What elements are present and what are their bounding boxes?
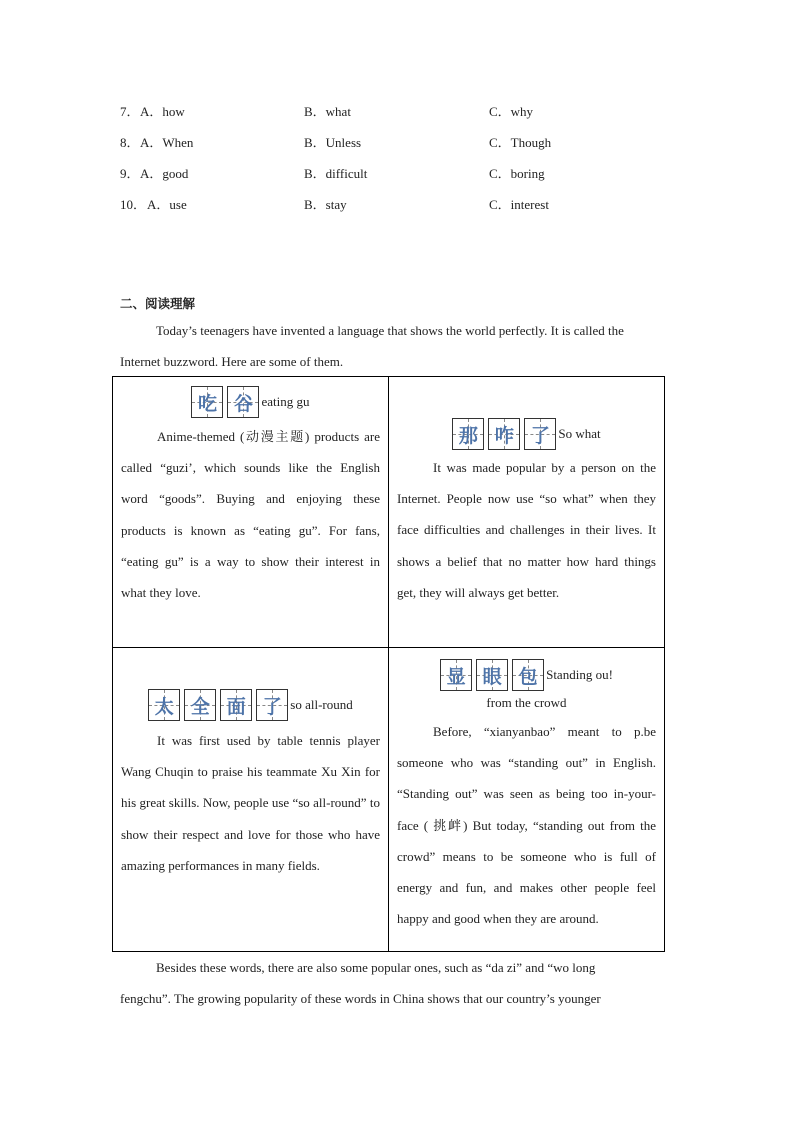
option-b: B．stay bbox=[304, 197, 347, 212]
cell-eating-gu bbox=[113, 377, 389, 648]
cell-so-what bbox=[389, 377, 665, 648]
word-heading bbox=[397, 419, 656, 449]
intro-line-2: Internet buzzword. Here are some of them. bbox=[120, 354, 344, 369]
option-a: A．use bbox=[147, 197, 187, 212]
question-number: 7． bbox=[120, 104, 140, 119]
cell-text: Before, “xianyanbao” meant to p.be someone who was “standing out” in English. “Standing out” was seen as being too in-your-face ( 挑衅) But today, “standing out from the crowd” means to be someone who is full of energy and fun, and makes other people feel happy and good when they are around. bbox=[397, 724, 656, 927]
outro-line-1: Besides these words, there are also some popular ones, such as “da zi” and “wo long bbox=[156, 960, 596, 975]
cell-standing-out bbox=[389, 648, 665, 952]
word-label: Standing ou! bbox=[546, 667, 613, 682]
cell-so-all-round bbox=[113, 648, 389, 952]
option-c: C．interest bbox=[489, 197, 549, 212]
option-b: B．Unless bbox=[304, 135, 362, 150]
section-title: 二、阅读理解 bbox=[120, 296, 196, 311]
outro-line-2: fengchu”. The growing popularity of these words in China shows that our country’s younger bbox=[120, 991, 601, 1006]
character-tiles bbox=[452, 418, 560, 450]
option-row-8 bbox=[120, 133, 680, 153]
option-b: B．what bbox=[304, 104, 351, 119]
option-row-7 bbox=[120, 102, 680, 122]
character-tile: 那 bbox=[452, 418, 484, 450]
word-heading bbox=[397, 660, 656, 690]
character-tiles bbox=[191, 386, 263, 418]
character-tile: 全 bbox=[184, 689, 216, 721]
character-tile: 了 bbox=[524, 418, 556, 450]
word-heading bbox=[121, 387, 380, 417]
cell-text: It was first used by table tennis player Wang Chuqin to praise his teammate Xu Xin for his great skills. Now, people use “so all-round” to show their respect and love for those who have amazing performances in many fields. bbox=[121, 733, 380, 873]
cell-text: It was made popular by a person on the Internet. People now use “so what” when they face difficulties and challenges in their lives. It shows a belief that no matter how hard things get, they will always get better. bbox=[397, 460, 656, 600]
character-tile: 谷 bbox=[227, 386, 259, 418]
question-number: 9． bbox=[120, 166, 140, 181]
character-tile: 面 bbox=[220, 689, 252, 721]
question-number: 10． bbox=[120, 197, 147, 212]
character-tile: 了 bbox=[256, 689, 288, 721]
option-a: A．When bbox=[140, 135, 194, 150]
buzzword-table bbox=[112, 376, 665, 952]
character-tile: 显 bbox=[440, 659, 472, 691]
option-a: A．how bbox=[140, 104, 185, 119]
character-tile: 包 bbox=[512, 659, 544, 691]
option-c: C．Though bbox=[489, 135, 552, 150]
word-sublabel: from the crowd bbox=[486, 695, 567, 710]
character-tile: 太 bbox=[148, 689, 180, 721]
option-a: A．good bbox=[140, 166, 189, 181]
option-row-10 bbox=[120, 195, 680, 215]
character-tile: 咋 bbox=[488, 418, 520, 450]
cell-text: Anime-themed (动漫主题) products are called “guzi’, which sounds like the English word “goods”. Buying and enjoying these products is known as “eating gu”. For fans, “eating gu” is a way to show their interest in what they love. bbox=[121, 429, 380, 601]
word-heading bbox=[121, 690, 380, 720]
option-c: C．boring bbox=[489, 166, 545, 181]
option-c: C．why bbox=[489, 104, 534, 119]
word-label: So what bbox=[558, 426, 601, 441]
option-b: B．difficult bbox=[304, 166, 368, 181]
character-tile: 吃 bbox=[191, 386, 223, 418]
character-tile: 眼 bbox=[476, 659, 508, 691]
question-number: 8． bbox=[120, 135, 140, 150]
word-label: eating gu bbox=[261, 394, 310, 409]
character-tiles bbox=[148, 689, 292, 721]
option-row-9 bbox=[120, 164, 680, 184]
intro-line-1: Today’s teenagers have invented a language that shows the world perfectly. It is called the bbox=[156, 323, 624, 338]
word-label: so all-round bbox=[290, 697, 353, 712]
character-tiles bbox=[440, 659, 548, 691]
